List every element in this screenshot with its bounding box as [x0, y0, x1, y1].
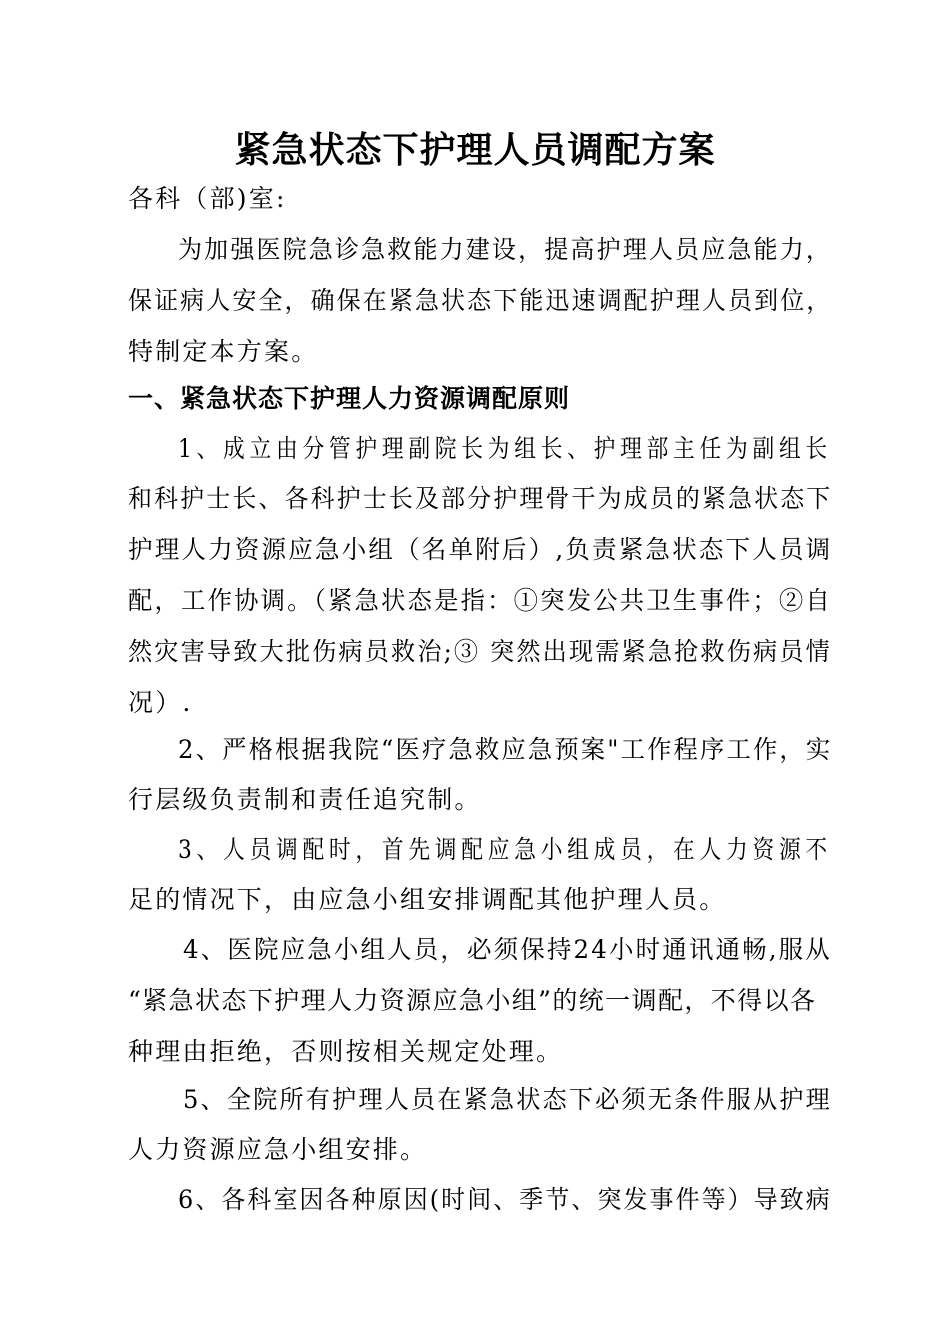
item-5-line-2: 人力资源应急小组安排。 — [128, 1135, 428, 1164]
item-1-line-6: 况）. — [128, 688, 193, 717]
item-6-line-1: 6、各科室因各种原因(时间、季节、突发事件等）导致病 — [178, 1185, 832, 1214]
item-2-line-1: 2、严格根据我院“医疗急救应急预案"工作程序工作，实 — [178, 735, 833, 764]
item-4-line-2: “紧急状态下护理人力资源应急小组”的统一调配，不得以各 — [128, 986, 817, 1015]
item-2-line-2: 行层级负责制和责任追究制。 — [128, 785, 482, 814]
item-4-line-1: 4、医院应急小组人员，必须保持24小时通讯通畅,服从 — [183, 935, 832, 964]
salutation: 各科（部)室: — [128, 184, 287, 213]
item-5-line-1: 5、全院所有护理人员在紧急状态下必须无条件服从护理 — [183, 1085, 832, 1114]
item-1-line-4: 配，工作协调。（紧急状态是指：①突发公共卫生事件；②自 — [128, 586, 832, 615]
item-1-line-3: 护理人力资源应急小组（名单附后）,负责紧急状态下人员调 — [128, 535, 833, 564]
item-4-line-3: 种理由拒绝，否则按相关规定处理。 — [128, 1037, 564, 1066]
item-1-line-2: 和科护士长、各科护士长及部分护理骨干为成员的紧急状态下 — [128, 484, 833, 513]
intro-line-2: 保证病人安全，确保在紧急状态下能迅速调配护理人员到位， — [128, 286, 833, 315]
item-3-line-2: 足的情况下，由应急小组安排调配其他护理人员。 — [128, 885, 727, 914]
item-1-line-5: 然灾害导致大批伤病员救治;③ 突然出现需紧急抢救伤病员情 — [128, 637, 832, 666]
section-1-heading: 一、紧急状态下护理人力资源调配原则 — [128, 384, 571, 413]
intro-line-3: 特制定本方案。 — [128, 337, 319, 366]
item-1-line-1: 1、成立由分管护理副院长为组长、护理部主任为副组长 — [178, 434, 832, 463]
document-title: 紧急状态下护理人员调配方案 — [234, 129, 716, 171]
item-3-line-1: 3、人员调配时，首先调配应急小组成员，在人力资源不 — [178, 835, 832, 864]
intro-line-1: 为加强医院急诊急救能力建设，提高护理人员应急能力， — [178, 235, 833, 264]
